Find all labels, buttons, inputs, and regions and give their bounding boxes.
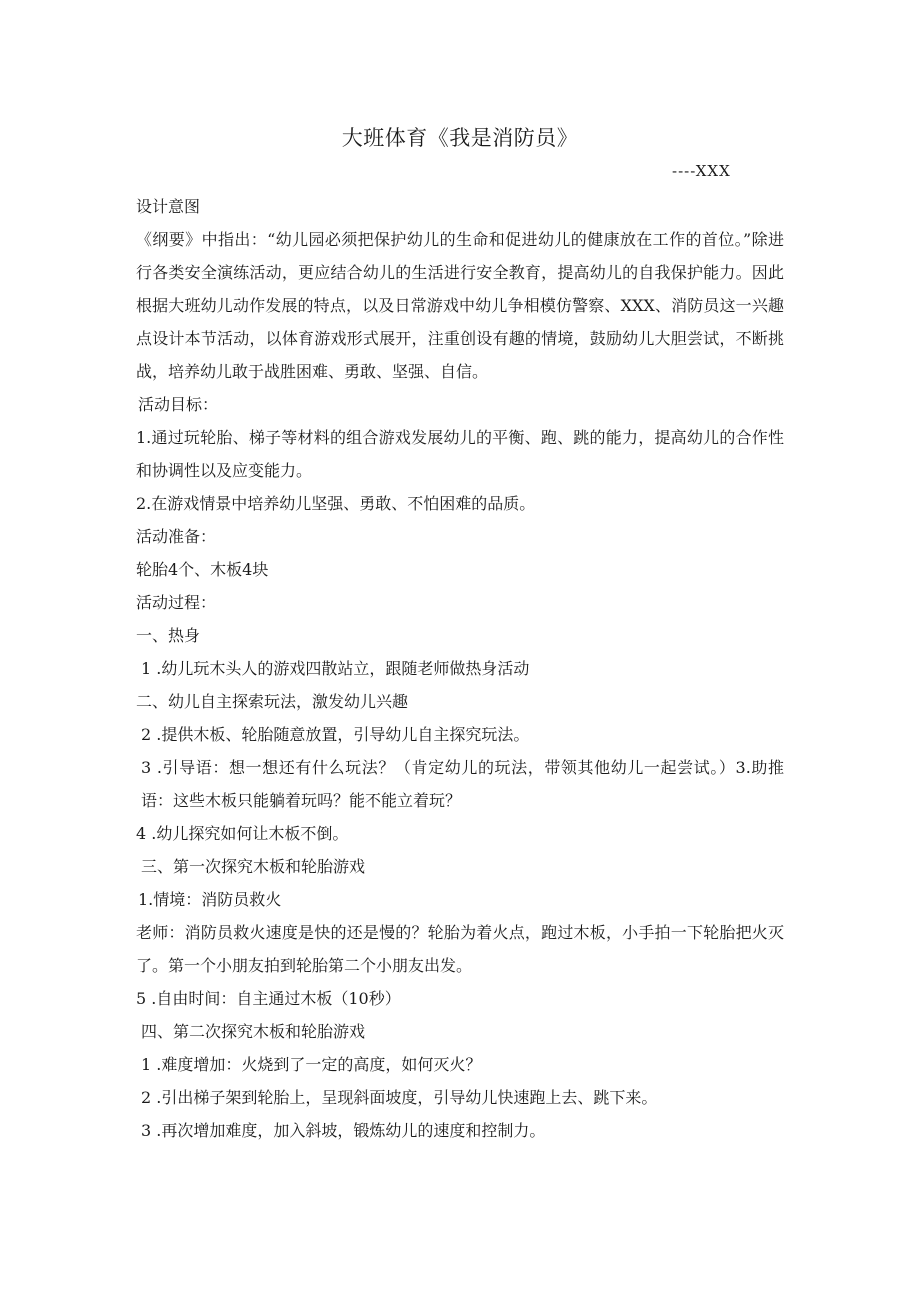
paragraph-teacher-dialogue: 老师：消防员救火速度是快的还是慢的？轮胎为着火点，跑过木板，小手拍一下轮胎把火灭了。第一个小朋友拍到轮胎第二个小朋友出发。 (136, 923, 784, 975)
section-heading-process: 活动过程： (136, 593, 217, 612)
section-heading-preparation: 活动准备： (136, 527, 217, 546)
process-step: 1 .难度增加：火烧到了一定的高度，如何灭火？ (141, 1055, 482, 1074)
document-body (136, 190, 784, 1147)
process-step: 4 .幼儿探究如何让木板不倒。 (136, 824, 349, 843)
process-step: 5 .自由时间：自主通过木板（10秒） (136, 989, 401, 1008)
paragraph-preparation: 轮胎4个、木板4块 (136, 560, 269, 579)
process-heading-explore: 二、幼儿自主探索玩法，激发幼儿兴趣 (136, 692, 409, 711)
section-heading-objectives: 活动目标： (138, 395, 219, 414)
document-author: ----XXX (672, 162, 731, 180)
process-step: 3 .再次增加难度，加入斜坡，锻炼幼儿的速度和控制力。 (141, 1121, 546, 1140)
document-title: 大班体育《我是消防员》 (341, 126, 579, 150)
objective-item-1: 1.通过玩轮胎、梯子等材料的组合游戏发展幼儿的平衡、跑、跳的能力，提高幼儿的合作性和协调性以及应变能力。 (136, 428, 784, 480)
objective-item-2: 2.在游戏情景中培养幼儿坚强、勇敢、不怕困难的品质。 (136, 494, 536, 513)
process-step: 1.情境：消防员救火 (138, 890, 282, 909)
section-heading-design-intent: 设计意图 (136, 197, 201, 216)
process-heading-warmup: 一、热身 (136, 626, 201, 645)
paragraph-design-intent: 《纲要》中指出：“幼儿园必须把保护幼儿的生命和促进幼儿的健康放在工作的首位。”除进行各类安全演练活动，更应结合幼儿的生活进行安全教育，提高幼儿的自我保护能力。因此根据大班幼儿动作发展的特点，以及日常游戏中幼儿争相模仿警察、XXX、消防员这一兴趣点设计本节活动，以体育游戏形式展开，注重创设有趣的情境，鼓励幼儿大胆尝试，不断挑战，培养幼儿敢于战胜困难、勇敢、坚强、自信。 (136, 230, 784, 381)
process-heading-second-exploration: 四、第二次探究木板和轮胎游戏 (141, 1022, 366, 1041)
process-step: 3 .引导语：想一想还有什么玩法？（肯定幼儿的玩法，带领其他幼儿一起尝试。）3.助推语：这些木板只能躺着玩吗？能不能立着玩？ (141, 758, 784, 810)
process-step: 2 .提供木板、轮胎随意放置，引导幼儿自主探究玩法。 (141, 725, 530, 744)
process-step: 1 .幼儿玩木头人的游戏四散站立，跟随老师做热身活动 (141, 659, 530, 678)
process-heading-first-exploration: 三、第一次探究木板和轮胎游戏 (141, 857, 366, 876)
process-step: 2 .引出梯子架到轮胎上，呈现斜面坡度，引导幼儿快速跑上去、跳下来。 (141, 1088, 658, 1107)
